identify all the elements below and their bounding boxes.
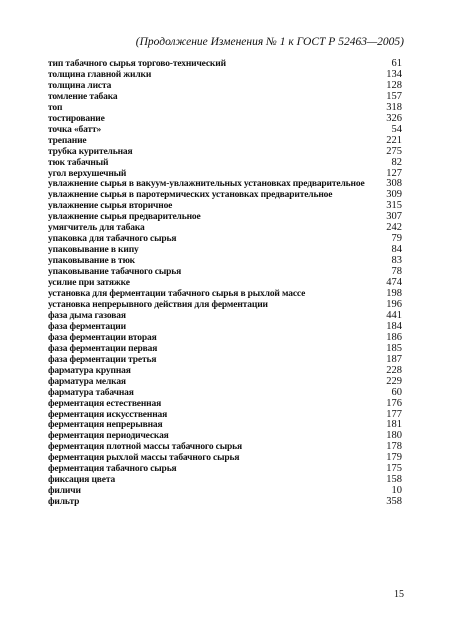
index-entry xyxy=(48,59,402,70)
index-entry xyxy=(48,322,402,333)
index-list xyxy=(48,59,402,508)
index-entry xyxy=(48,442,402,453)
index-entry xyxy=(48,399,402,410)
index-page-ref: 79 xyxy=(391,233,402,245)
index-page-ref: 177 xyxy=(386,408,402,420)
index-page-ref: 179 xyxy=(386,452,402,464)
index-term: тюк табачный xyxy=(48,157,109,168)
index-term: точка «батт» xyxy=(48,124,102,135)
index-term: умягчитель для табака xyxy=(48,223,145,234)
index-entry xyxy=(48,377,402,388)
index-page-ref: 309 xyxy=(386,189,402,201)
index-term: увлажнение сырья предварительное xyxy=(48,212,201,223)
index-term: упаковка для табачного сырья xyxy=(48,234,177,245)
index-page-ref: 441 xyxy=(386,309,402,321)
index-page-ref: 83 xyxy=(391,255,402,267)
index-entry xyxy=(48,169,402,180)
index-term: угол верхушечный xyxy=(48,168,127,179)
index-page-ref: 10 xyxy=(391,485,402,497)
index-term: тостирование xyxy=(48,113,105,124)
index-page-ref: 315 xyxy=(386,200,402,212)
index-term: томление табака xyxy=(48,91,118,102)
index-page-ref: 54 xyxy=(391,123,402,135)
index-page-ref: 134 xyxy=(386,68,402,80)
index-page-ref: 78 xyxy=(391,266,402,278)
index-term: фаза ферментации первая xyxy=(48,343,158,354)
index-term: фарматура мелкая xyxy=(48,376,126,387)
index-term: фаза ферментации xyxy=(48,321,126,332)
index-page-ref: 358 xyxy=(386,496,402,508)
index-term: ферментация искусственная xyxy=(48,409,168,420)
index-term: фаза дыма газовая xyxy=(48,310,126,321)
index-page-ref: 175 xyxy=(386,463,402,475)
index-term: толщина главной жилки xyxy=(48,69,152,80)
index-entry xyxy=(48,201,402,212)
index-entry xyxy=(48,311,402,322)
index-page-ref: 185 xyxy=(386,342,402,354)
index-entry xyxy=(48,147,402,158)
index-page-ref: 275 xyxy=(386,145,402,157)
index-entry xyxy=(48,256,402,267)
index-term: установка для ферментации табачного сырья в рыхлой массе xyxy=(48,289,306,300)
index-entry xyxy=(48,453,402,464)
index-page-ref: 178 xyxy=(386,441,402,453)
index-entry xyxy=(48,278,402,289)
index-term: топ xyxy=(48,102,63,113)
index-page-ref: 61 xyxy=(391,58,402,69)
index-entry xyxy=(48,136,402,147)
index-term: фаза ферментации третья xyxy=(48,354,157,365)
index-page-ref: 474 xyxy=(386,277,402,289)
index-page-ref: 127 xyxy=(386,167,402,179)
index-term: фиксация цвета xyxy=(48,475,116,486)
index-page-ref: 228 xyxy=(386,364,402,376)
index-entry xyxy=(48,420,402,431)
page-number: 15 xyxy=(394,589,404,600)
index-term: тип табачного сырья торгово-технический xyxy=(48,59,226,69)
index-term: трепание xyxy=(48,135,87,146)
index-entry xyxy=(48,92,402,103)
index-entry xyxy=(48,125,402,136)
index-entry xyxy=(48,497,402,508)
index-term: толщина листа xyxy=(48,80,112,91)
index-page-ref: 308 xyxy=(386,178,402,190)
index-term: фарматура табачная xyxy=(48,387,134,398)
index-entry xyxy=(48,81,402,92)
index-entry xyxy=(48,344,402,355)
index-term: фильтр xyxy=(48,497,80,508)
index-page-ref: 318 xyxy=(386,101,402,113)
index-entry xyxy=(48,333,402,344)
index-entry xyxy=(48,300,402,311)
index-term: упаковывание в тюк xyxy=(48,256,136,267)
index-term: ферментация периодическая xyxy=(48,431,169,442)
index-term: усилие при затяжке xyxy=(48,278,130,289)
index-page-ref: 196 xyxy=(386,298,402,310)
index-page-ref: 84 xyxy=(391,244,402,256)
index-entry xyxy=(48,366,402,377)
index-page-ref: 176 xyxy=(386,397,402,409)
index-entry xyxy=(48,486,402,497)
index-term: фаза ферментации вторая xyxy=(48,332,157,343)
index-term: упаковывание в кипу xyxy=(48,245,139,256)
index-term: ферментация плотной массы табачного сырья xyxy=(48,442,242,453)
index-page-ref: 184 xyxy=(386,320,402,332)
index-entry xyxy=(48,212,402,223)
index-term: установка непрерывного действия для ферментации xyxy=(48,299,268,310)
index-page-ref: 221 xyxy=(386,134,402,146)
index-term: ферментация естественная xyxy=(48,398,162,409)
index-term: ферментация табачного сырья xyxy=(48,464,177,475)
index-entry xyxy=(48,267,402,278)
index-term: ферментация рыхлой массы табачного сырья xyxy=(48,453,240,464)
index-entry xyxy=(48,245,402,256)
index-entry xyxy=(48,464,402,475)
index-entry xyxy=(48,410,402,421)
index-entry xyxy=(48,475,402,486)
index-term: фарматура крупная xyxy=(48,365,131,376)
index-page-ref: 82 xyxy=(391,156,402,168)
index-entry xyxy=(48,103,402,114)
index-term: упаковывание табачного сырья xyxy=(48,267,182,278)
index-page-ref: 186 xyxy=(386,331,402,343)
index-entry xyxy=(48,223,402,234)
index-term: ферментация непрерывная xyxy=(48,420,163,431)
index-entry xyxy=(48,70,402,81)
index-term: трубка курительная xyxy=(48,146,133,157)
index-term: увлажнение сырья вторичное xyxy=(48,201,173,212)
index-entry xyxy=(48,388,402,399)
index-entry xyxy=(48,190,402,201)
index-entry xyxy=(48,179,402,190)
index-entry xyxy=(48,158,402,169)
index-page-ref: 198 xyxy=(386,288,402,300)
index-page-ref: 128 xyxy=(386,79,402,91)
index-page-ref: 158 xyxy=(386,474,402,486)
index-term: увлажнение сырья в паротермических установках предварительное xyxy=(48,190,333,201)
page-header: (Продолжение Изменения № 1 к ГОСТ Р 52463—2005) xyxy=(135,36,404,48)
index-entry xyxy=(48,234,402,245)
index-page-ref: 307 xyxy=(386,211,402,223)
index-entry xyxy=(48,289,402,300)
index-page-ref: 181 xyxy=(386,419,402,431)
index-page-ref: 60 xyxy=(391,386,402,398)
index-page-ref: 187 xyxy=(386,353,402,365)
index-entry xyxy=(48,355,402,366)
index-page-ref: 180 xyxy=(386,430,402,442)
index-term: филичи xyxy=(48,486,81,497)
index-term: увлажнение сырья в вакуум-увлажнительных установках предварительное xyxy=(48,179,365,190)
index-page-ref: 242 xyxy=(386,222,402,234)
index-page-ref: 229 xyxy=(386,375,402,387)
index-entry xyxy=(48,431,402,442)
index-entry xyxy=(48,114,402,125)
index-page-ref: 157 xyxy=(386,90,402,102)
index-page-ref: 326 xyxy=(386,112,402,124)
